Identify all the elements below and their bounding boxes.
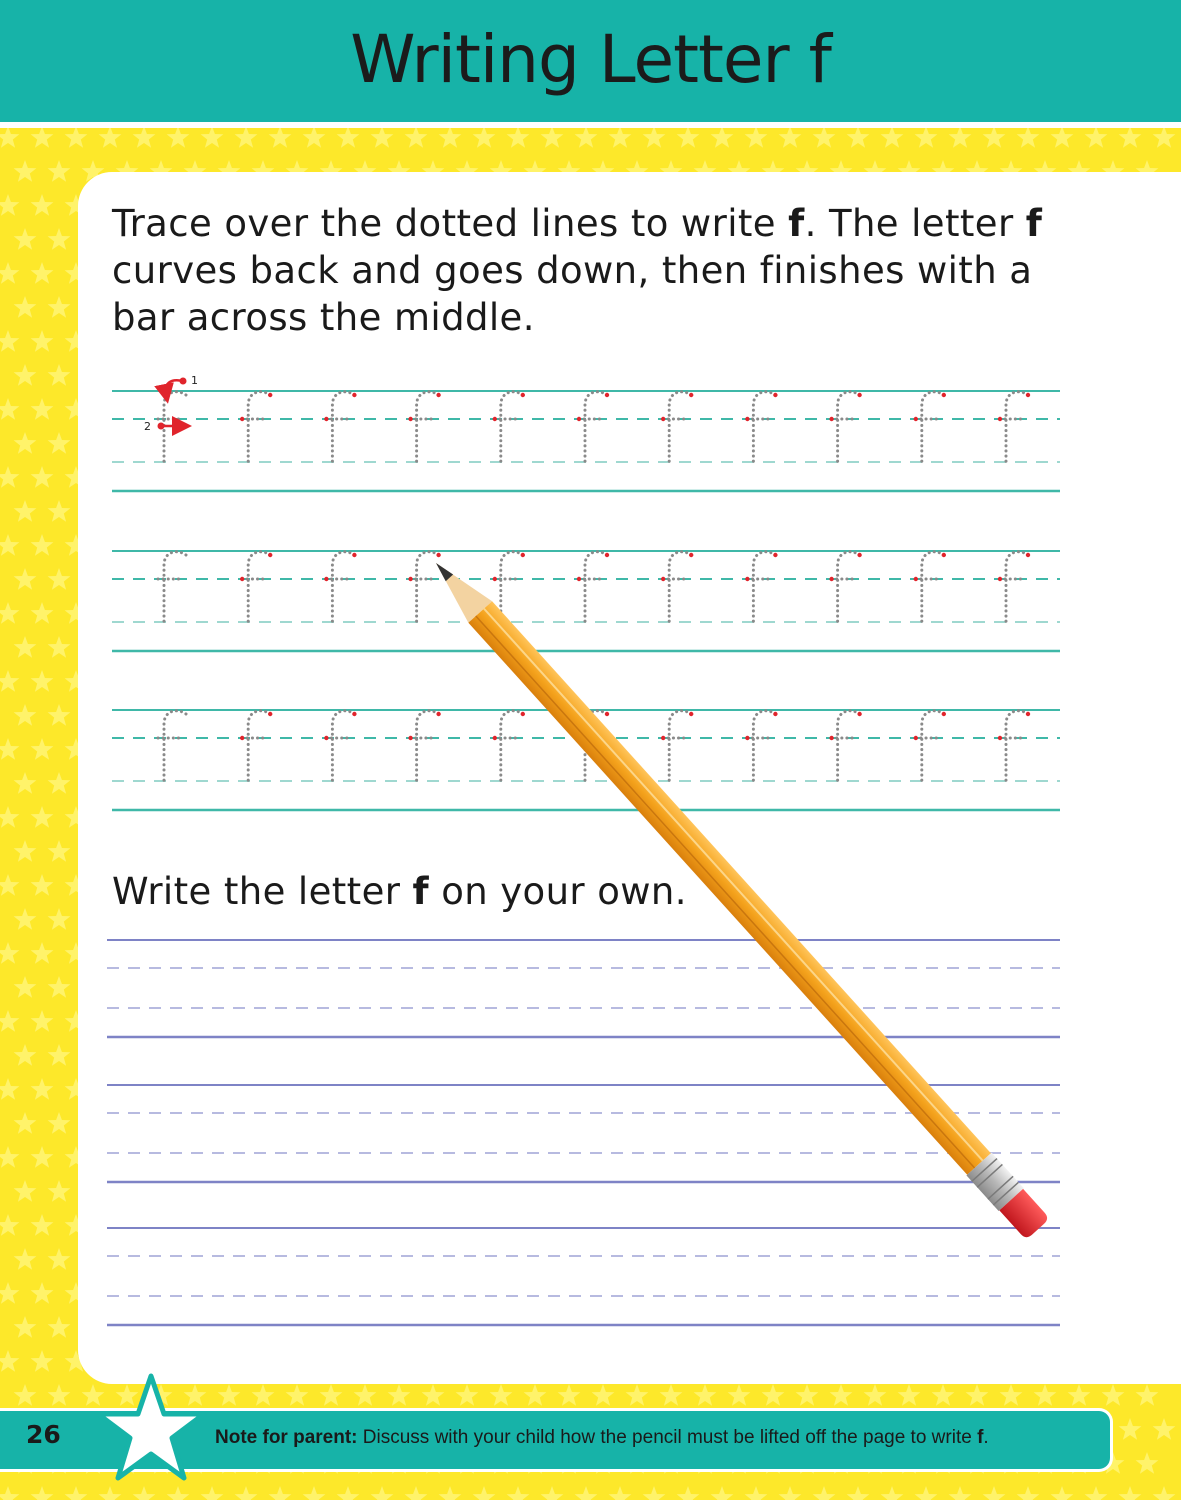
start-dot bbox=[1026, 553, 1030, 557]
start-dot bbox=[689, 712, 693, 716]
start-dot bbox=[324, 417, 328, 421]
dotted-letter-f bbox=[914, 392, 946, 462]
start-dot bbox=[605, 712, 609, 716]
start-dot bbox=[829, 577, 833, 581]
start-dot bbox=[605, 393, 609, 397]
start-dot bbox=[773, 712, 777, 716]
instruction-letter: f bbox=[788, 202, 805, 245]
start-dot bbox=[268, 393, 272, 397]
dotted-letter-f bbox=[745, 552, 777, 622]
dotted-letter-f bbox=[408, 392, 440, 462]
start-dot bbox=[577, 417, 581, 421]
star-icon bbox=[94, 1372, 208, 1484]
instruction-part1: Trace over the dotted lines to write bbox=[112, 202, 789, 245]
start-dot bbox=[661, 736, 665, 740]
start-dot bbox=[942, 553, 946, 557]
dotted-letter-f bbox=[829, 552, 861, 622]
dotted-letter-f bbox=[998, 552, 1030, 622]
practice-heading-part1: Write the letter bbox=[112, 870, 413, 913]
dotted-letter-f bbox=[745, 392, 777, 462]
practice-rows bbox=[107, 940, 1060, 1325]
stroke-start-dot-1 bbox=[180, 378, 187, 385]
instruction-letter: f bbox=[1025, 202, 1043, 245]
dotted-letter-f bbox=[240, 552, 272, 622]
dotted-letter-f bbox=[661, 711, 693, 781]
dotted-letter-f bbox=[324, 552, 356, 622]
dotted-letter-f bbox=[829, 392, 861, 462]
practice-heading-part2: on your own. bbox=[429, 870, 687, 913]
start-dot bbox=[352, 393, 356, 397]
instruction-part2: . The letter bbox=[804, 202, 1026, 245]
stroke-start-dot-2 bbox=[158, 423, 165, 430]
dotted-letter-f bbox=[158, 552, 186, 622]
start-dot bbox=[605, 553, 609, 557]
dotted-letter-f bbox=[240, 392, 272, 462]
parent-note-end: . bbox=[983, 1427, 989, 1448]
start-dot bbox=[408, 417, 412, 421]
start-dot bbox=[436, 712, 440, 716]
start-dot bbox=[689, 393, 693, 397]
start-dot bbox=[829, 417, 833, 421]
dotted-letter-f bbox=[408, 711, 440, 781]
start-dot bbox=[857, 553, 861, 557]
dotted-letter-f bbox=[408, 552, 440, 622]
practice-row bbox=[107, 940, 1060, 1037]
parent-note bbox=[215, 1427, 989, 1449]
start-dot bbox=[661, 417, 665, 421]
start-dot bbox=[408, 736, 412, 740]
start-dot bbox=[857, 712, 861, 716]
start-dot bbox=[240, 417, 244, 421]
start-dot bbox=[240, 577, 244, 581]
start-dot bbox=[521, 393, 525, 397]
start-dot bbox=[857, 393, 861, 397]
start-dot bbox=[914, 736, 918, 740]
dotted-letter-f bbox=[661, 392, 693, 462]
start-dot bbox=[268, 712, 272, 716]
start-dot bbox=[773, 553, 777, 557]
start-dot bbox=[324, 736, 328, 740]
start-dot bbox=[914, 417, 918, 421]
dotted-letter-f bbox=[998, 392, 1030, 462]
start-dot bbox=[661, 577, 665, 581]
start-dot bbox=[577, 577, 581, 581]
dotted-letter-f bbox=[577, 552, 609, 622]
start-dot bbox=[773, 393, 777, 397]
dotted-letter-f bbox=[998, 711, 1030, 781]
stroke-order-guide bbox=[144, 374, 198, 433]
start-dot bbox=[1026, 712, 1030, 716]
dotted-letter-f bbox=[577, 392, 609, 462]
start-dot bbox=[829, 736, 833, 740]
practice-heading-letter: f bbox=[412, 870, 430, 913]
instruction-part3: curves back and goes down, then finishes with a bar across the middle. bbox=[112, 249, 1033, 339]
start-dot bbox=[745, 577, 749, 581]
start-dot bbox=[352, 553, 356, 557]
start-dot bbox=[436, 393, 440, 397]
parent-note-text: Discuss with your child how the pencil must be lifted off the page to write bbox=[357, 1427, 978, 1448]
start-dot bbox=[942, 393, 946, 397]
dotted-letter-f bbox=[324, 392, 356, 462]
start-dot bbox=[352, 712, 356, 716]
start-dot bbox=[521, 553, 525, 557]
start-dot bbox=[521, 712, 525, 716]
start-dot bbox=[493, 736, 497, 740]
start-dot bbox=[268, 553, 272, 557]
practice-row bbox=[107, 1228, 1060, 1325]
tracing-row bbox=[112, 551, 1060, 651]
start-dot bbox=[998, 417, 1002, 421]
dotted-letter-f bbox=[158, 711, 186, 781]
practice-heading bbox=[112, 870, 687, 913]
page-title: Writing Letter f bbox=[350, 20, 831, 98]
stroke-number-1: 1 bbox=[191, 374, 198, 387]
start-dot bbox=[745, 736, 749, 740]
dotted-letter-f bbox=[914, 552, 946, 622]
parent-note-label: Note for parent: bbox=[215, 1427, 358, 1448]
start-dot bbox=[493, 417, 497, 421]
dotted-letter-f bbox=[240, 711, 272, 781]
start-dot bbox=[240, 736, 244, 740]
start-dot bbox=[324, 577, 328, 581]
dotted-letter-f bbox=[745, 711, 777, 781]
dotted-letter-f bbox=[324, 711, 356, 781]
parent-note-letter: f bbox=[977, 1427, 984, 1448]
stroke-number-2: 2 bbox=[144, 420, 151, 433]
start-dot bbox=[1026, 393, 1030, 397]
start-dot bbox=[745, 417, 749, 421]
dotted-letter-f bbox=[493, 392, 525, 462]
dotted-letter-f bbox=[493, 711, 525, 781]
start-dot bbox=[998, 577, 1002, 581]
start-dot bbox=[689, 553, 693, 557]
start-dot bbox=[942, 712, 946, 716]
start-dot bbox=[998, 736, 1002, 740]
dotted-letter-f bbox=[661, 552, 693, 622]
start-dot bbox=[408, 577, 412, 581]
dotted-letter-f bbox=[914, 711, 946, 781]
start-dot bbox=[436, 553, 440, 557]
page-number: 26 bbox=[26, 1420, 61, 1449]
dotted-letter-f bbox=[829, 711, 861, 781]
start-dot bbox=[914, 577, 918, 581]
tracing-row bbox=[112, 391, 1060, 491]
start-dot bbox=[493, 577, 497, 581]
